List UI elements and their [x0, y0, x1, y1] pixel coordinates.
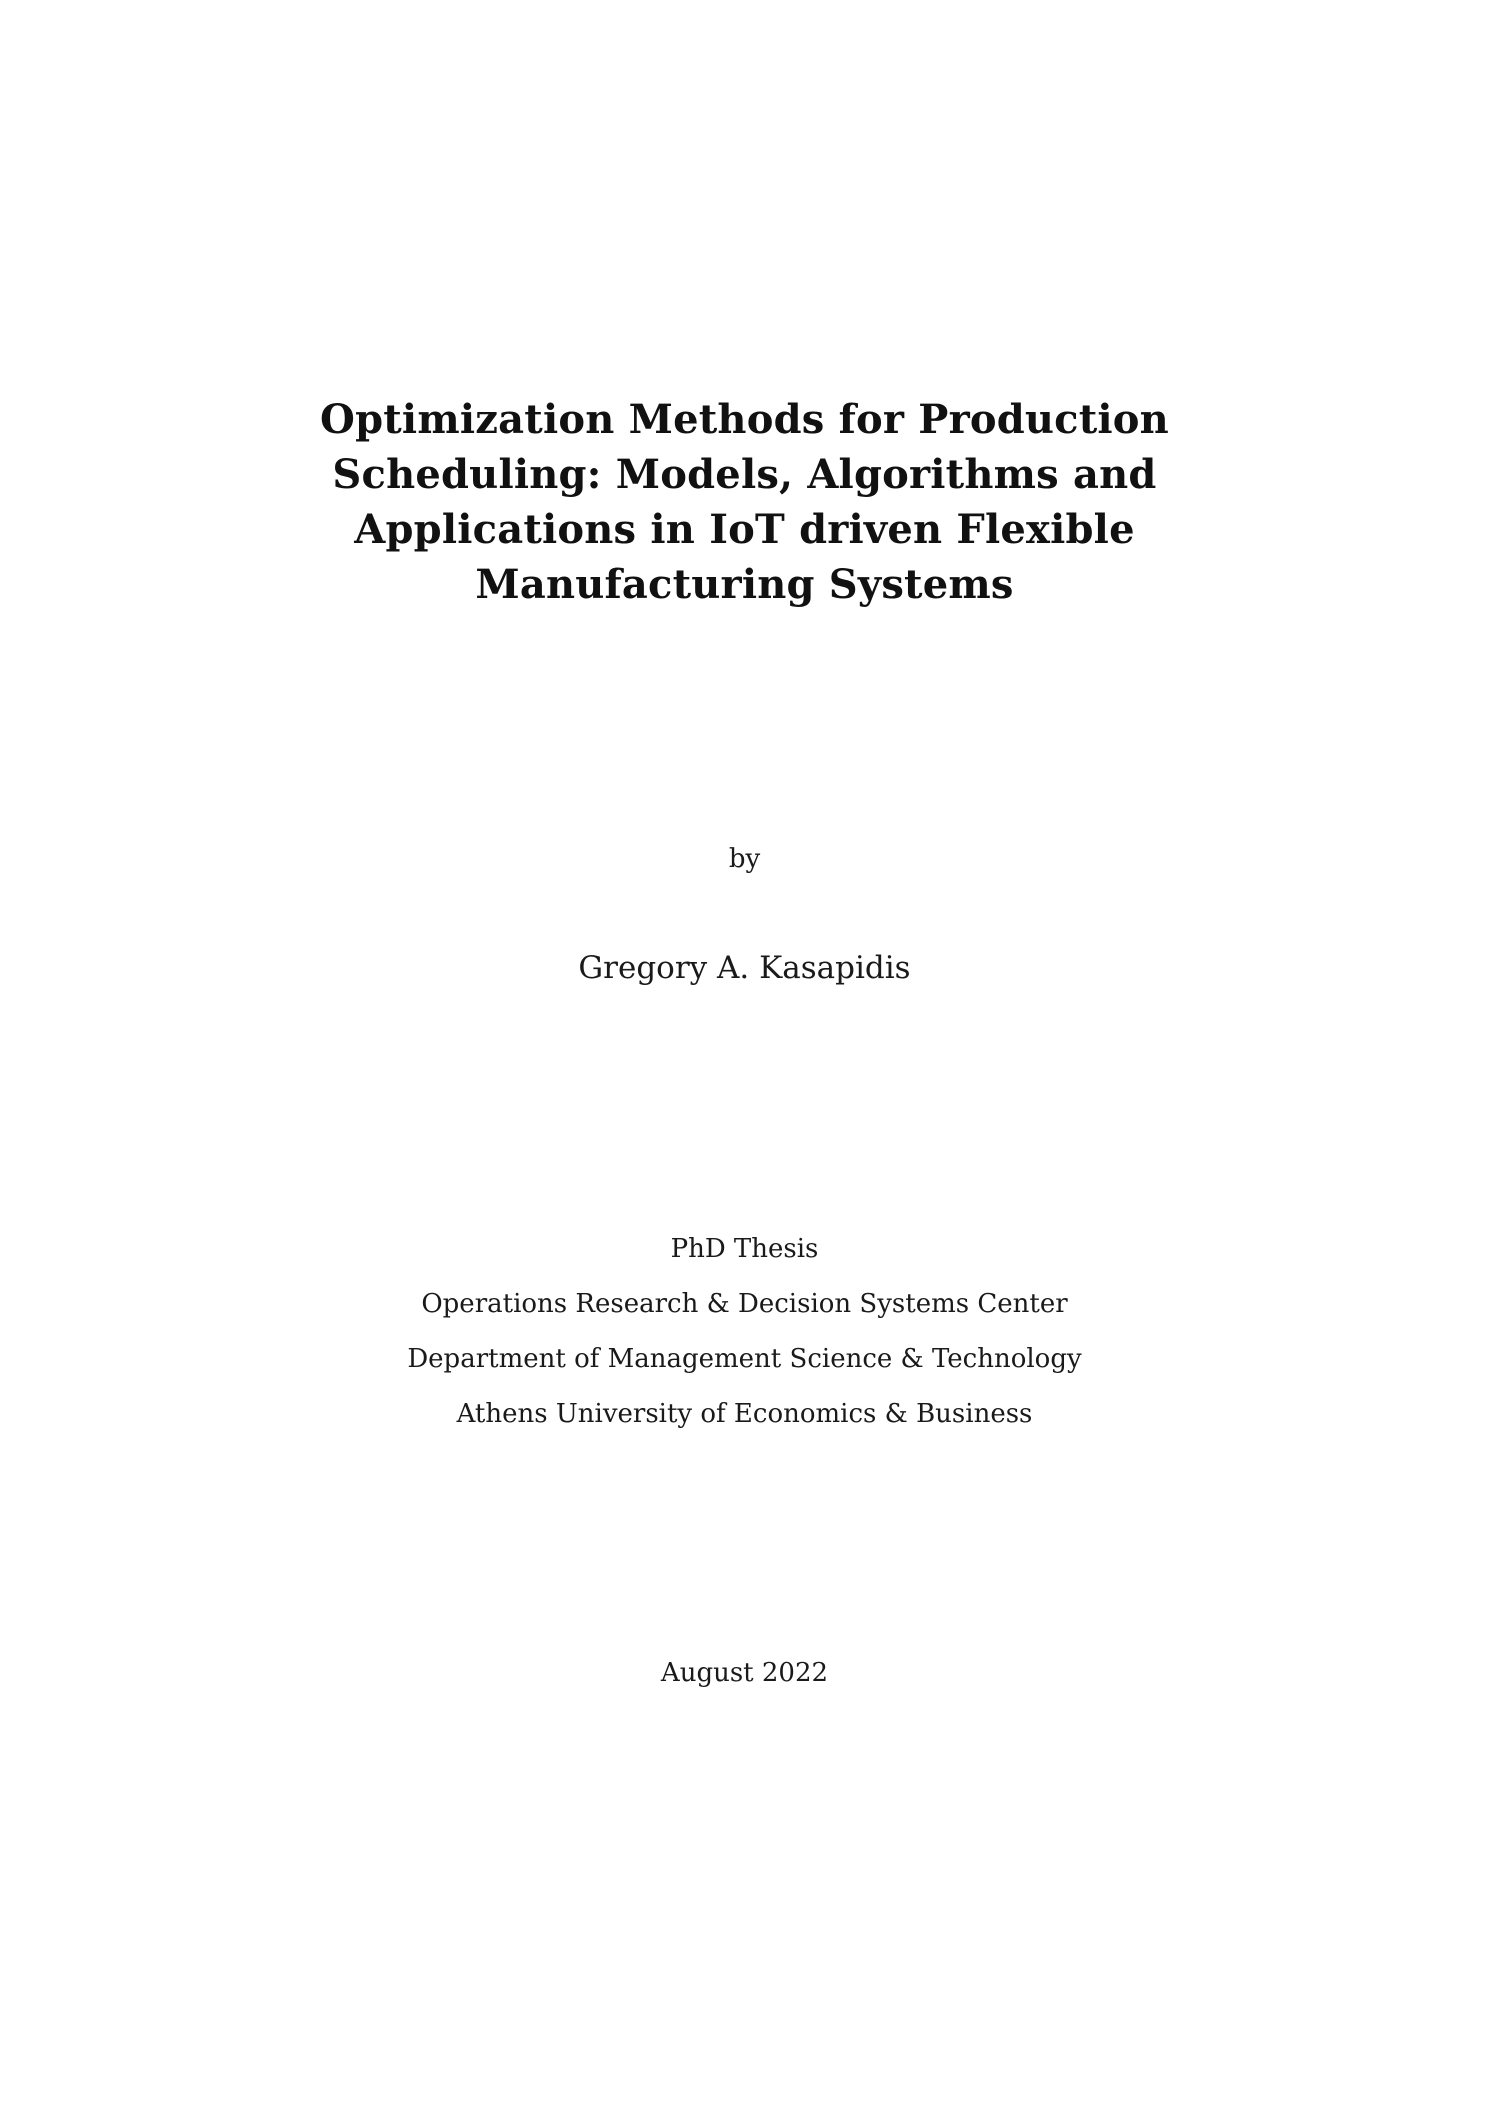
thesis-title — [0, 392, 1489, 612]
university: Athens University of Economics & Business — [456, 1399, 1033, 1429]
affiliation-block — [0, 1222, 1489, 1442]
title-line: Scheduling: Models, Algorithms and — [332, 451, 1157, 498]
author-name: Gregory A. Kasapidis — [578, 950, 911, 986]
research-center: Operations Research & Decision Systems Center — [421, 1289, 1068, 1319]
by-label: by — [728, 844, 761, 874]
publication-date: August 2022 — [660, 1658, 829, 1688]
department: Department of Management Science & Technology — [407, 1344, 1082, 1374]
title-line: Applications in IoT driven Flexible — [354, 506, 1135, 553]
title-line: Manufacturing Systems — [475, 561, 1014, 608]
title-line: Optimization Methods for Production — [320, 396, 1169, 443]
degree-type: PhD Thesis — [670, 1234, 819, 1264]
